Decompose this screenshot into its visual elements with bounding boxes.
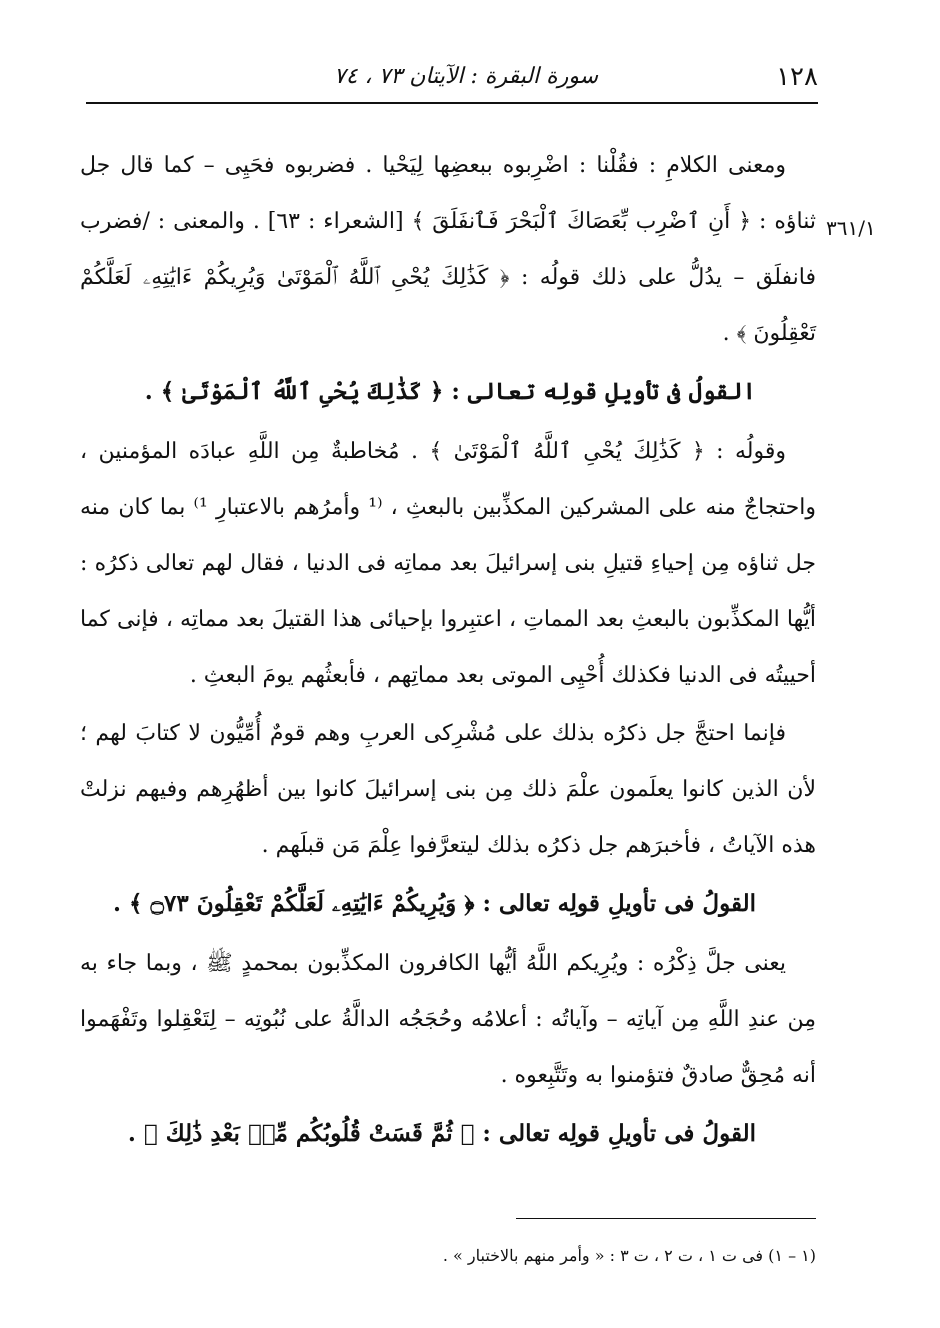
- page-header: [86, 58, 818, 98]
- section-heading-3: القولُ فى تأويلِ قولِه تعالى : ﴿ ثُمَّ قَسَتْ قُلُوبُكُم مِّنۢ بَعْدِ ذَٰلِكَ ﴾ .: [127, 1120, 756, 1147]
- header-divider: [86, 102, 818, 104]
- paragraph-2: وقولُه : ﴿ كَذَٰلِكَ يُحْىِ ٱللَّهُ ٱلْمَوْتَىٰ ﴾ . مُخاطبةٌ مِن اللَّهِ عبادَه المؤمنين ، واحتجاجٌ منه على المشركين المكذِّبين بالبعثِ ، ⁽¹ وأمرُهم بالاعتبارِ ¹⁾ بما كان منه جل ثناؤه مِن إحياءِ قتيلِ بنى إسرائيلَ بعد مماتِه فى الدنيا ، فقال لهم تعالى ذكرُه : أيُّها المكذِّبون بالبعثِ بعد المماتِ ، اعتبِروا بإحيائى هذا القتيلَ بعد مماتِه ، فإنى كما أحييتُه فى الدنيا فكذلك أُحْيِى الموتى بعد مماتِهم ، فأبعثُهم يومَ البعثِ .: [80, 439, 816, 688]
- section-heading-1: القولُ فى تأويلِ قولِه تعالى : ﴿ كَذَٰلِكَ يُحْىِ ٱللَّهُ ٱلْمَوْتَىٰ ﴾ .: [144, 378, 756, 405]
- paragraph-1: ومعنى الكلامِ : فقُلْنا : اضْرِبوه ببعضِها لِيَحْيا . فضربوه فحَيِى – كما قال جل ثناؤه : ﴿ أَنِ ٱضْرِب بِّعَصَاكَ ٱلْبَحْرَ فَٱنفَلَقَ ﴾ [الشعراء : ٦٣] . والمعنى : /فضرب فانفلَق – يدُلُّ على ذلك قولُه : ﴿ كَذَٰلِكَ يُحْىِ ٱللَّهُ ٱلْمَوْتَىٰ وَيُرِيكُمْ ءَايَٰتِهِۦ لَعَلَّكُمْ تَعْقِلُونَ ﴾ .: [80, 153, 816, 346]
- main-text: [80, 138, 816, 1166]
- section-heading-2: القولُ فى تأويلِ قولِه تعالى : ﴿ وَيُرِيكُمْ ءَايَٰتِهِۦ لَعَلَّكُمْ تَعْقِلُونَ ۝٧٣ ﴾ .: [113, 890, 756, 917]
- page-number: ١٢٨: [776, 62, 818, 92]
- footnote: (١ – ١) فى ت ١ ، ت ٢ ، ت ٣ : « وأمر منهم بالاختبار » .: [442, 1246, 816, 1265]
- running-title: سورة البقرة : الآيتان ٧٣ ، ٧٤: [333, 64, 599, 89]
- footnote-divider: [516, 1218, 816, 1219]
- margin-reference: ٣٦١/١: [826, 216, 876, 240]
- paragraph-3: فإنما احتجَّ جل ذكرُه بذلك على مُشْرِكى العربِ وهم قومٌ أُمِّيُّون لا كتابَ لهم ؛ لأن الذين كانوا يعلَمون علْمَ ذلك مِن بنى إسرائيلَ كانوا بين أظهُرِهم وفيهم نزلتْ هذه الآياتُ ، فأخبرَهم جل ذكرُه بذلك ليتعرَّفوا عِلْمَ مَن قبلَهم .: [80, 721, 816, 858]
- paragraph-4: يعنى جلَّ ذِكْرُه : ويُرِيكم اللَّهُ أيُّها الكافرون المكذِّبون بمحمدٍ ﷺ ، وبما جاء به مِن عندِ اللَّهِ مِن آياتِه – وآياتُه : أعلامُه وحُجَجُه الدالَّةُ على نُبُوتِه – لِتَعْقِلوا وتَفْهَموا أنه مُحِقٌّ صادقٌ فتؤمنوا به وتَتَّبِعوه .: [80, 951, 816, 1088]
